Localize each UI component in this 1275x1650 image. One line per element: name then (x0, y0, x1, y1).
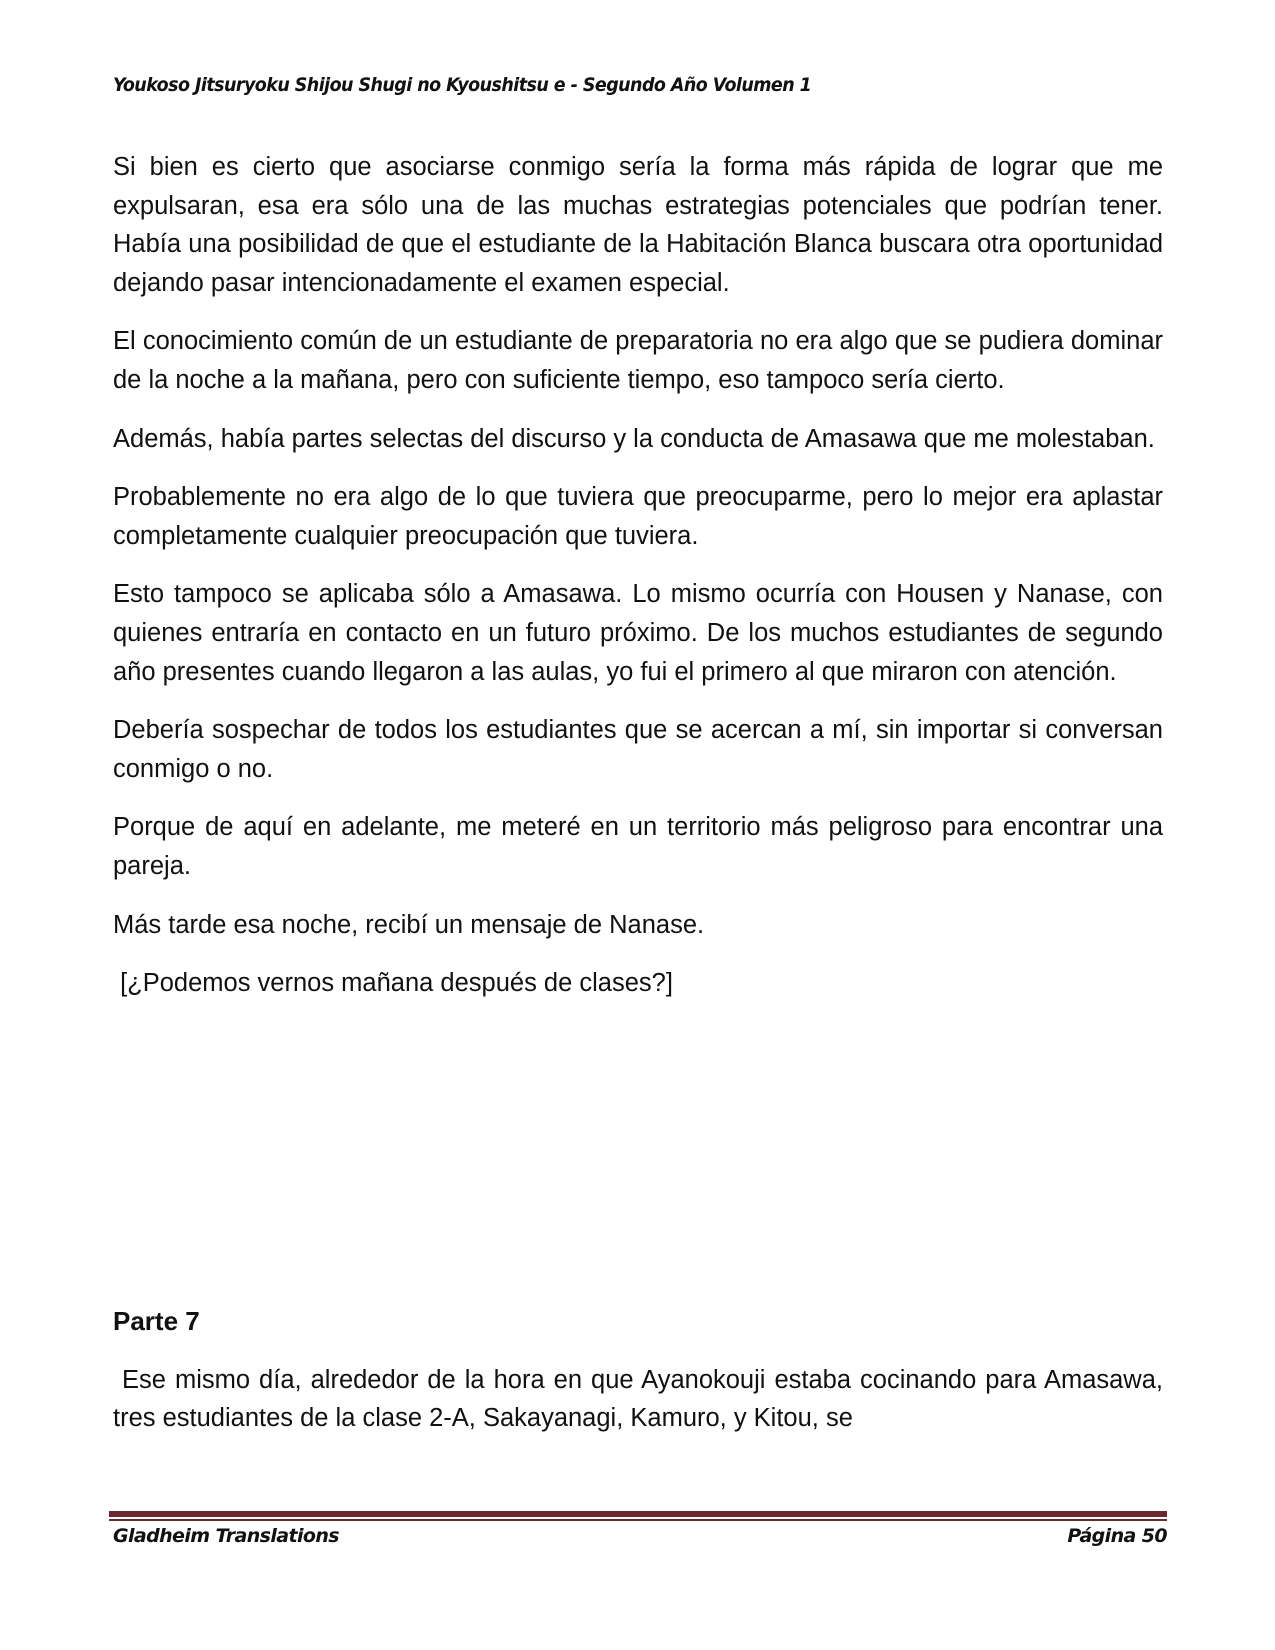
section-heading: Parte 7 (113, 1306, 200, 1336)
paragraph: Ese mismo día, alrededor de la hora en que Ayanokouji estaba cocinando para Amasawa, tres estudiantes de la clase 2-A, Sakayanagi, Kamuro, y Kitou, se (113, 1365, 1171, 1433)
paragraph: Además, había partes selectas del discurso y la conducta de Amasawa que me molestaban. (113, 424, 1155, 453)
footer-rule-thin (109, 1519, 1167, 1521)
paragraph: Probablemente no era algo de lo que tuviera que preocuparme, pero lo mejor era aplastar completamente cualquier preocupación que tuviera. (113, 483, 1163, 550)
paragraph: El conocimiento común de un estudiante de preparatoria no era algo que se pudiera dominar de la noche a la mañana, pero con suficiente tiempo, eso tampoco sería cierto. (113, 327, 1163, 394)
paragraph: [¿Podemos vernos mañana después de clases?] (113, 969, 673, 998)
running-header: Youkoso Jitsuryoku Shijou Shugi no Kyoushitsu e - Segundo Año Volumen 1 (113, 74, 812, 96)
paragraph: Debería sospechar de todos los estudiantes que se acercan a mí, sin importar si conversan conmigo o no. (113, 716, 1163, 783)
paragraph: Si bien es cierto que asociarse conmigo sería la forma más rápida de lograr que me expulsaran, esa era sólo una de las muchas estrategias potenciales que podrían tener. Había una posibilidad de que el estudiante de la Habitación Blanca buscara otra oportunidad dejando pasar intencionadamente el examen especial. (113, 153, 1163, 297)
footer-credit: Gladheim Translations (113, 1525, 339, 1547)
paragraph: Esto tampoco se aplicaba sólo a Amasawa. Lo mismo ocurría con Housen y Nanase, con quienes entraría en contacto en un futuro próximo. De los muchos estudiantes de segundo año presentes cuando llegaron a las aulas, yo fui el primero al que miraron con atención. (113, 580, 1163, 686)
paragraph: Más tarde esa noche, recibí un mensaje de Nanase. (113, 910, 705, 939)
body-text (113, 148, 1163, 1023)
section-parte-7 (113, 1302, 1171, 1458)
page-number: Página 50 (1067, 1525, 1167, 1547)
paragraph: Porque de aquí en adelante, me meteré en un territorio más peligroso para encontrar una pareja. (113, 813, 1163, 880)
footer-rule (109, 1511, 1167, 1517)
